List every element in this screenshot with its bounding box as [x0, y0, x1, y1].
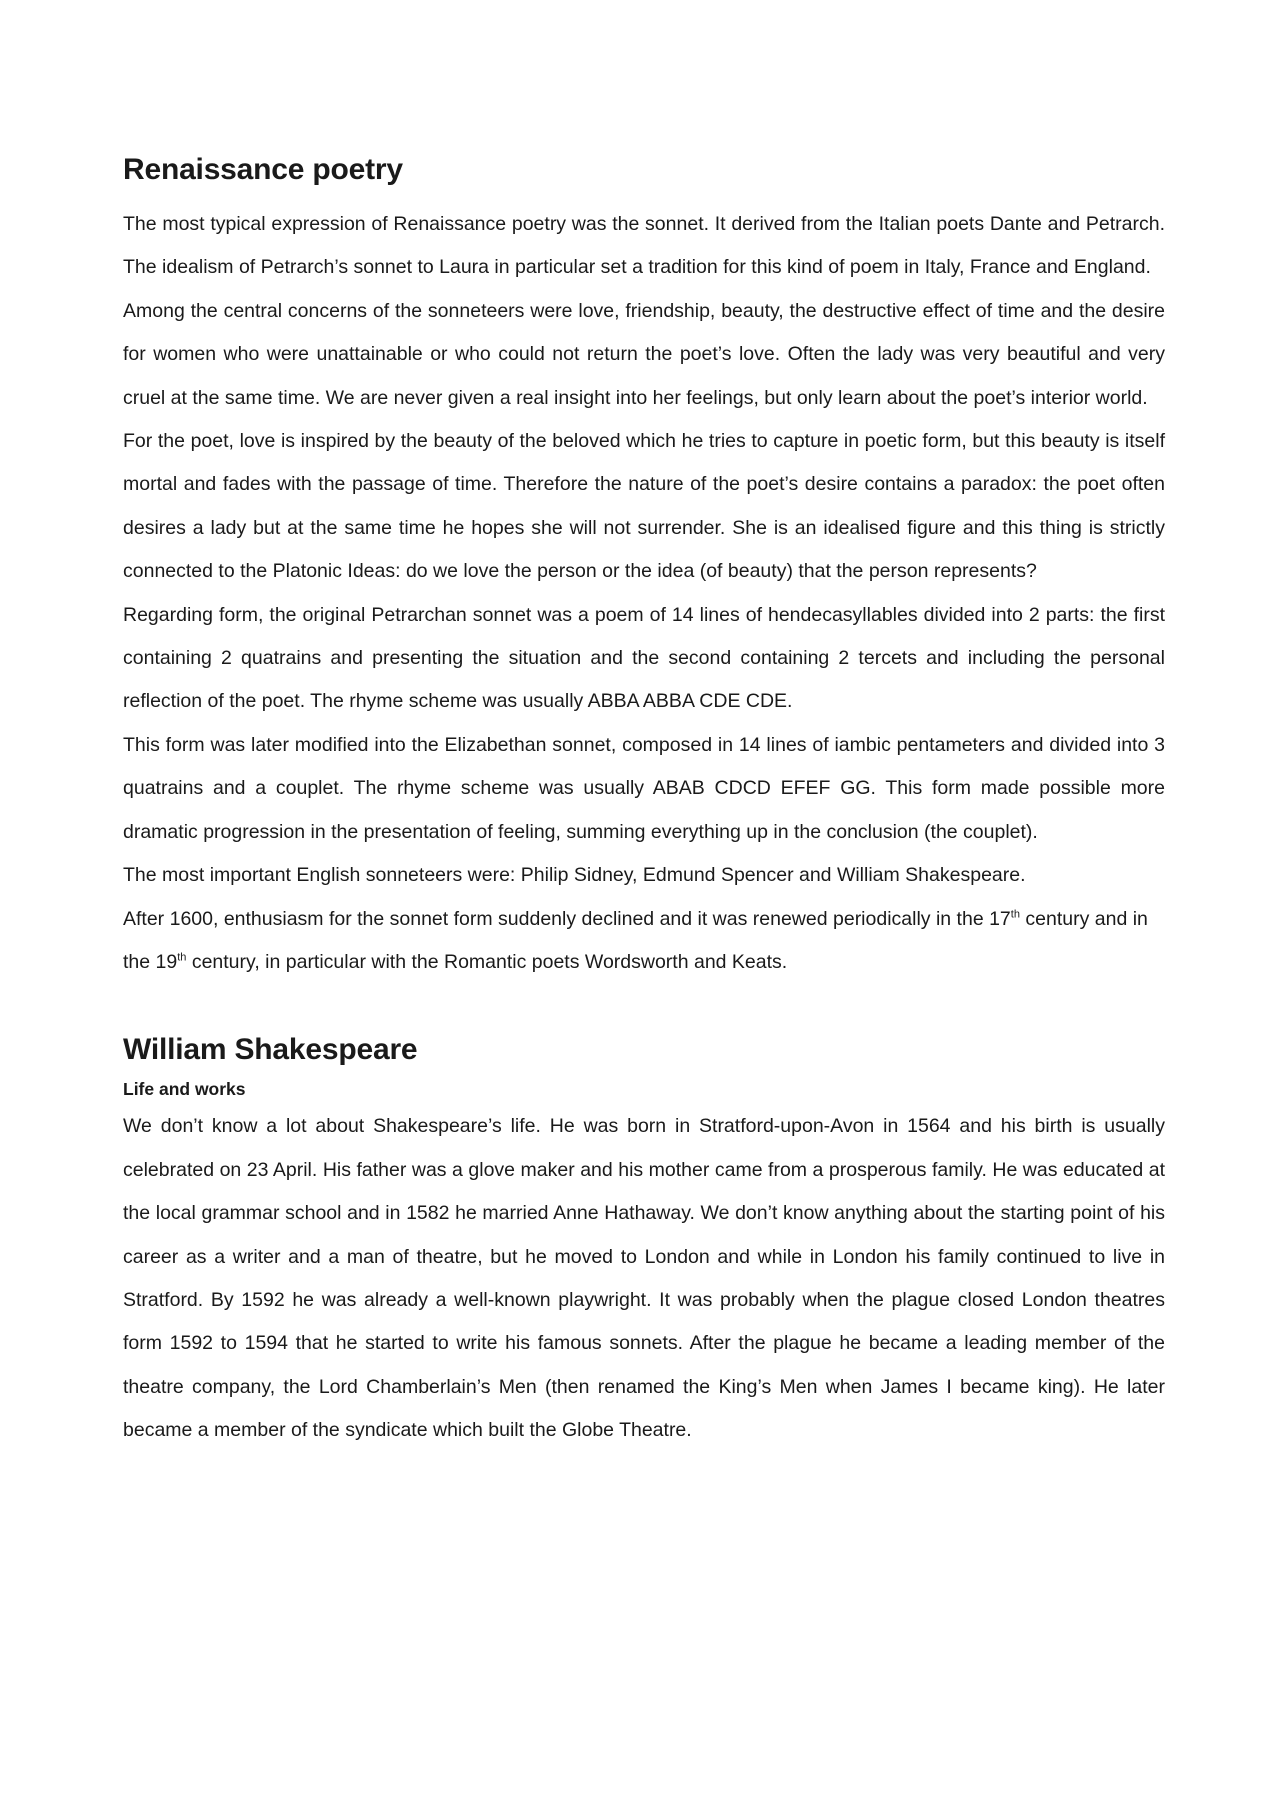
decline-text-part1: After 1600, enthusiasm for the sonnet form suddenly declined and it was renewed periodically in the 17	[123, 907, 1011, 930]
subsection-title-life-and-works: Life and works	[123, 1079, 246, 1100]
document-page	[123, 150, 1165, 1453]
section-shakespeare	[123, 1030, 1165, 1452]
paragraph-sonnet-origin: The most typical expression of Renaissance poetry was the sonnet. It derived from the Italian poets Dante and Petrarch. The idealism of Petrarch’s sonnet to Laura in particular set a tradition for this kind of poem in Italy, France and England.	[123, 213, 1165, 279]
paragraph-sonneteer-concerns: Among the central concerns of the sonneteers were love, friendship, beauty, the destructive effect of time and the desire for women who were unattainable or who could not return the poet’s love. Often the lady was very beautiful and very cruel at the same time. We are never given a real insight into her feelings, but only learn about the poet’s interior world.	[123, 299, 1165, 409]
section-title-renaissance-poetry: Renaissance poetry	[123, 153, 403, 186]
paragraph-sonnet-decline	[123, 898, 1165, 985]
decline-text-part2: century and in the 19	[123, 907, 1148, 973]
paragraph-english-sonneteers: The most important English sonneteers were: Philip Sidney, Edmund Spencer and William Shakespeare.	[123, 864, 1026, 887]
paragraph-love-and-beauty: For the poet, love is inspired by the beauty of the beloved which he tries to capture in poetic form, but this beauty is itself mortal and fades with the passage of time. Therefore the nature of the poet’s desire contains a paradox: the poet often desires a lady but at the same time he hopes she will not surrender. She is an idealised figure and this thing is strictly connected to the Platonic Ideas: do we love the person or the idea (of beauty) that the person represents?	[123, 430, 1165, 583]
paragraph-shakespeare-life: We don’t know a lot about Shakespeare’s life. He was born in Stratford-upon-Avon in 1564 and his birth is usually celebrated on 23 April. His father was a glove maker and his mother came from a prosperous family. He was educated at the local grammar school and in 1582 he married Anne Hathaway. We don’t know anything about the starting point of his career as a writer and a man of theatre, but he moved to London and while in London his family continued to live in Stratford. By 1592 he was already a well-known playwright. It was probably when the plague closed London theatres form 1592 to 1594 that he started to write his famous sonnets. After the plague he became a leading member of the theatre company, the Lord Chamberlain’s Men (then renamed the King’s Men when James I became king). He later became a member of the syndicate which built the Globe Theatre.	[123, 1115, 1165, 1442]
decline-text-part3: century, in particular with the Romantic poets Wordsworth and Keats.	[186, 950, 788, 973]
paragraph-petrarchan-form: Regarding form, the original Petrarchan sonnet was a poem of 14 lines of hendecasyllables divided into 2 parts: the first containing 2 quatrains and presenting the situation and the second containing 2 tercets and including the personal reflection of the poet. The rhyme scheme was usually ABBA ABBA CDE CDE.	[123, 603, 1165, 713]
section-title-william-shakespeare: William Shakespeare	[123, 1033, 418, 1067]
ordinal-suffix-19th: th	[177, 951, 187, 964]
paragraph-elizabethan-sonnet: This form was later modified into the Elizabethan sonnet, composed in 14 lines of iambic pentameters and divided into 3 quatrains and a couplet. The rhyme scheme was usually ABAB CDCD EFEF GG. This form made possible more dramatic progression in the presentation of feeling, summing everything up in the conclusion (the couplet).	[123, 733, 1165, 843]
ordinal-suffix-17th: th	[1010, 908, 1020, 920]
